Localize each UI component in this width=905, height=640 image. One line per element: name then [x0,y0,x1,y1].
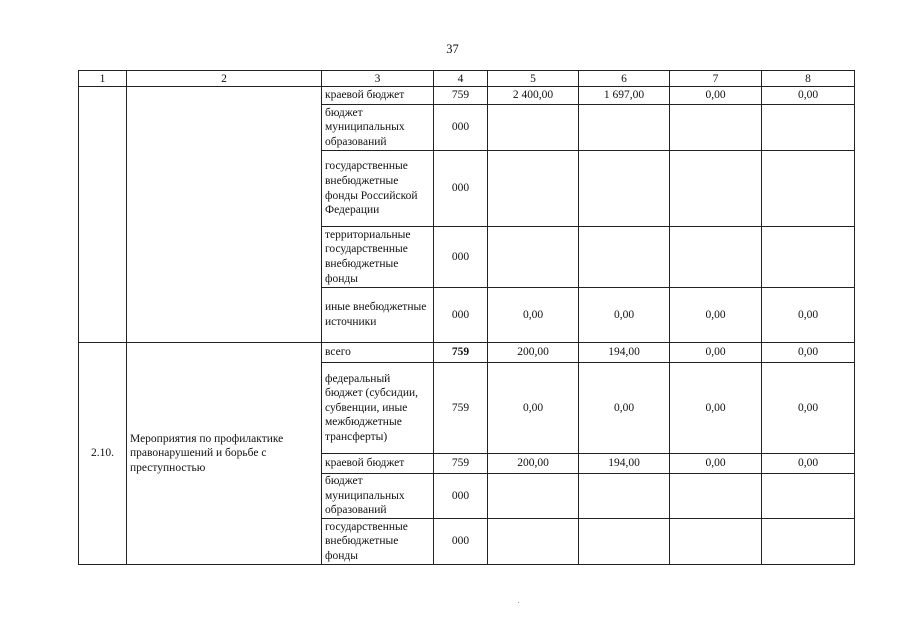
header-col-3: 3 [322,71,434,87]
source-cell: краевой бюджет [322,454,434,474]
code-cell: 000 [434,227,488,288]
value-cell: 0,00 [762,343,855,363]
source-cell: краевой бюджет [322,87,434,105]
source-cell: территориальные государственные внебюджетные фонды [322,227,434,288]
code-cell: 759 [434,87,488,105]
header-col-1: 1 [79,71,127,87]
source-cell: иные внебюджетные источники [322,288,434,343]
value-cell [670,519,762,565]
value-cell: 200,00 [488,343,579,363]
code-cell: 759 [434,343,488,363]
index-cell: 2.10. [79,343,127,565]
value-cell [488,105,579,151]
source-cell: бюджет муниципальных образований [322,105,434,151]
value-cell: 0,00 [579,363,670,454]
value-cell: 0,00 [762,288,855,343]
code-cell: 000 [434,519,488,565]
value-cell: 0,00 [762,363,855,454]
value-cell [579,151,670,227]
value-cell [670,474,762,519]
header-col-7: 7 [670,71,762,87]
value-cell [670,151,762,227]
value-cell: 1 697,00 [579,87,670,105]
code-cell: 000 [434,105,488,151]
source-cell: федеральный бюджет (субсидии, субвенции, иные межбюджетные трансферты) [322,363,434,454]
value-cell: 0,00 [670,363,762,454]
header-col-5: 5 [488,71,579,87]
value-cell [488,151,579,227]
value-cell [488,474,579,519]
header-col-8: 8 [762,71,855,87]
budget-table [78,70,855,565]
value-cell: 0,00 [579,288,670,343]
table-row [79,343,855,363]
header-col-6: 6 [579,71,670,87]
value-cell [762,519,855,565]
header-col-2: 2 [127,71,322,87]
table-row [79,87,855,105]
value-cell [670,227,762,288]
value-cell [488,519,579,565]
source-cell: бюджет муниципальных образований [322,474,434,519]
value-cell [762,474,855,519]
value-cell [579,105,670,151]
index-cell [79,87,127,343]
value-cell: 0,00 [488,363,579,454]
value-cell [762,105,855,151]
header-col-4: 4 [434,71,488,87]
source-cell: государственные внебюджетные фонды [322,519,434,565]
value-cell [579,519,670,565]
value-cell [579,474,670,519]
value-cell: 2 400,00 [488,87,579,105]
page-number: 37 [446,42,459,56]
code-cell: 000 [434,151,488,227]
value-cell: 0,00 [488,288,579,343]
value-cell: 0,00 [762,454,855,474]
value-cell: 194,00 [579,343,670,363]
name-cell: Мероприятия по профилактике правонарушений и борьбе с преступностью [127,343,322,565]
code-cell: 759 [434,454,488,474]
name-cell [127,87,322,343]
value-cell: 194,00 [579,454,670,474]
value-cell [762,151,855,227]
value-cell [670,105,762,151]
value-cell: 0,00 [670,288,762,343]
code-cell: 000 [434,288,488,343]
value-cell [488,227,579,288]
value-cell: 0,00 [762,87,855,105]
value-cell: 0,00 [670,343,762,363]
value-cell: 0,00 [670,454,762,474]
value-cell: 200,00 [488,454,579,474]
value-cell [762,227,855,288]
source-cell: всего [322,343,434,363]
code-cell: 759 [434,363,488,454]
header-row [79,71,855,87]
code-cell: 000 [434,474,488,519]
value-cell: 0,00 [670,87,762,105]
scan-speck [518,602,519,603]
value-cell [579,227,670,288]
source-cell: государственные внебюджетные фонды Российской Федерации [322,151,434,227]
